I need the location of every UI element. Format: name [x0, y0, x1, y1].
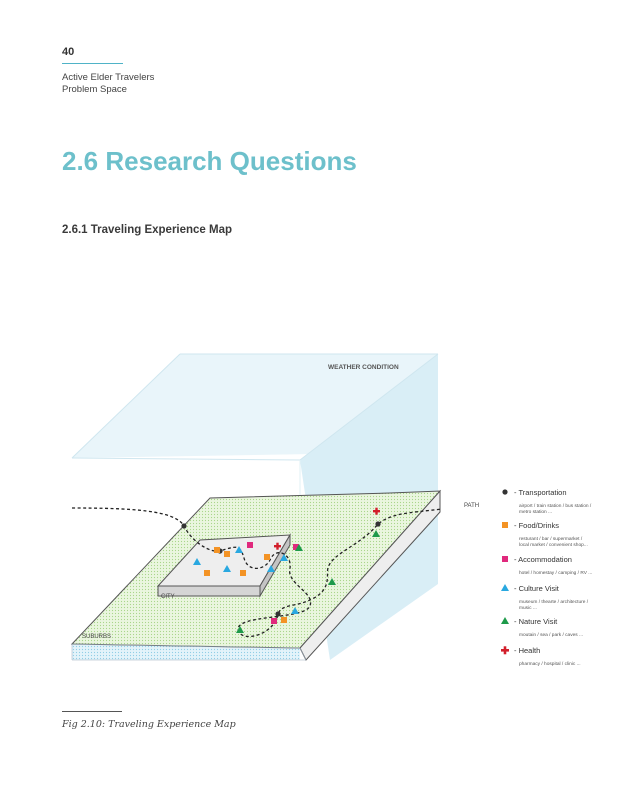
running-header-line1: Active Elder Travelers [62, 72, 155, 83]
legend-transportation-icon [502, 489, 507, 494]
food-marker [214, 547, 220, 553]
legend-health-detail1: pharmacy / hospital / clinic ... [519, 662, 581, 667]
legend-nature-detail1: moutain / sea / park / caves ... [519, 633, 583, 638]
legend-accommodation-detail1: hotel / homestay / camping / RV ... [519, 571, 593, 576]
legend-culture-label: - Culture Visit [514, 584, 559, 593]
transport-marker [375, 521, 380, 526]
legend-food-icon [502, 522, 508, 528]
legend-accommodation-icon [502, 556, 508, 562]
caption-rule [62, 711, 122, 712]
food-marker [264, 554, 270, 560]
legend-transportation-label: - Transportation [514, 488, 567, 497]
weather-condition-label: WEATHER CONDITION [328, 364, 399, 371]
traveling-experience-map-figure [60, 348, 635, 678]
legend-health-icon [501, 646, 509, 654]
legend-culture-icon [501, 584, 509, 591]
figure-caption: Fig 2.10: Traveling Experience Map [62, 719, 236, 730]
transport-marker [181, 523, 186, 528]
section-subtitle: 2.6.1 Traveling Experience Map [62, 224, 233, 236]
legend-transportation-detail2: metro station ... [519, 510, 553, 515]
legend-food-detail2: local market / convenient shop... [519, 543, 588, 548]
page-number-rule [62, 63, 123, 64]
food-marker [281, 617, 287, 623]
city-label: CITY [161, 594, 175, 600]
legend-nature-label: - Nature Visit [514, 617, 558, 626]
legend-health-label: - Health [514, 646, 541, 655]
running-header-line2: Problem Space [62, 84, 127, 95]
legend-transportation-detail1: airport / train station / bus station / [519, 504, 592, 509]
legend [501, 488, 592, 667]
legend-culture-detail1: museum / thearte / architecture / [519, 600, 589, 605]
food-marker [224, 551, 230, 557]
accommodation-marker [247, 542, 253, 548]
suburbs-label: SUBURBS [82, 634, 112, 640]
page-number: 40 [62, 46, 75, 58]
legend-food-detail1: resturant / bar / supermarket / [519, 537, 583, 542]
running-header [62, 72, 154, 96]
accommodation-marker [271, 618, 277, 624]
food-marker [240, 570, 246, 576]
legend-culture-detail2: music ... [519, 606, 537, 611]
legend-nature-icon [501, 617, 509, 624]
section-title: 2.6 Research Questions [62, 146, 357, 176]
path-label: PATH [464, 503, 480, 509]
legend-accommodation-label: - Accommodation [514, 555, 572, 564]
transport-marker [275, 611, 280, 616]
food-marker [204, 570, 210, 576]
legend-food-label: - Food/Drinks [514, 521, 560, 530]
